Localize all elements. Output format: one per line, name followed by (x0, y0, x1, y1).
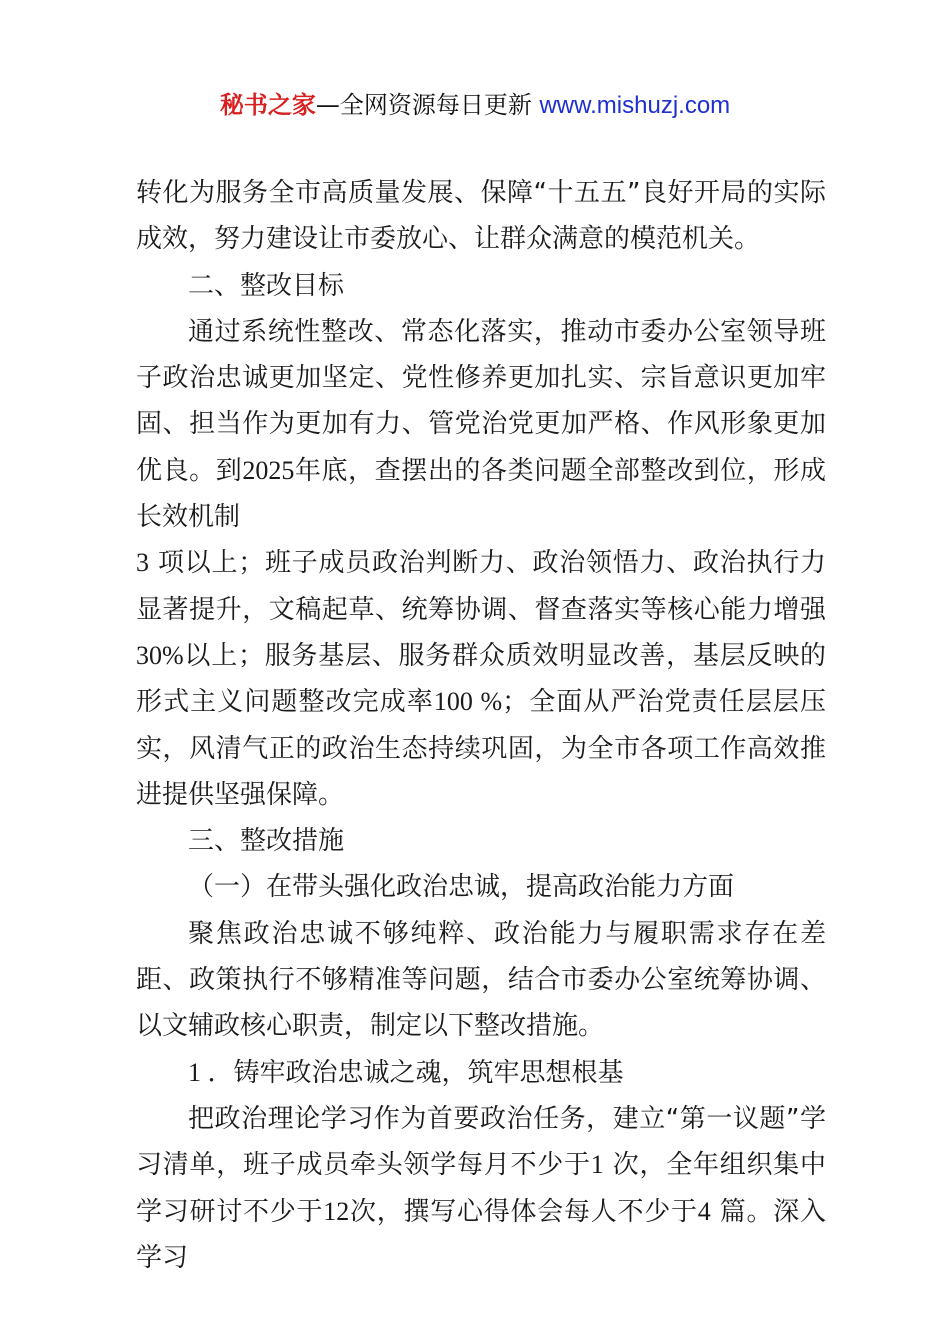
item-heading-1: 1 ．铸牢政治忠诚之魂，筑牢思想根基 (188, 1057, 624, 1088)
paragraph-goals: 通过系统性整改、常态化落实，推动市委办公室领导班子政治忠诚更加坚定、党性修养更加扎实、宗旨意识更加牢固、担当作为更加有力、管党治党更加严格、作风形象更加优良。到2025年底，查摆出的各类问题全部整改到位，形成长效机制 3 项以上；班子成员政治判断力、政治领悟力、政治执行力显著提升，文稿起草、统筹协调、督查落实等核心能力增强30%以上；服务基层、服务群众质效明显改善，基层反映的形式主义问题整改完成率100 %；全面从严治党责任层层压实，风清气正的政治生态持续巩固，为全市各项工作高效推进提供坚强保障。 (136, 316, 826, 810)
section-heading-measures: 三、整改措施 (188, 826, 345, 857)
document-body (136, 170, 826, 1281)
subsection-heading-1: （一）在带头强化政治忠诚，提高政治能力方面 (188, 872, 735, 903)
paragraph-subsection-1: 聚焦政治忠诚不够纯粹、政治能力与履职需求存在差距、政策执行不够精准等问题，结合市委办公室统筹协调、以文辅政核心职责，制定以下整改措施。 (136, 918, 826, 1042)
paragraph-intro-continued: 转化为服务全市高质量发展、保障“十五五”良好开局的实际成效，努力建设让市委放心、让群众满意的模范机关。 (136, 178, 826, 255)
paragraph-item-1: 把政治理论学习作为首要政治任务，建立“第一议题”学习清单，班子成员牵头领学每月不少于1 次，全年组织集中学习研讨不少于12次，撰写心得体会每人不少于4 篇。深入学习 (136, 1103, 826, 1273)
section-heading-goals: 二、整改目标 (188, 270, 345, 301)
site-slogan: —全网资源每日更新 (315, 91, 532, 119)
site-header (0, 88, 950, 123)
site-url-link[interactable]: www.mishuzj.com (539, 92, 731, 119)
site-brand: 秘书之家 (219, 91, 316, 119)
